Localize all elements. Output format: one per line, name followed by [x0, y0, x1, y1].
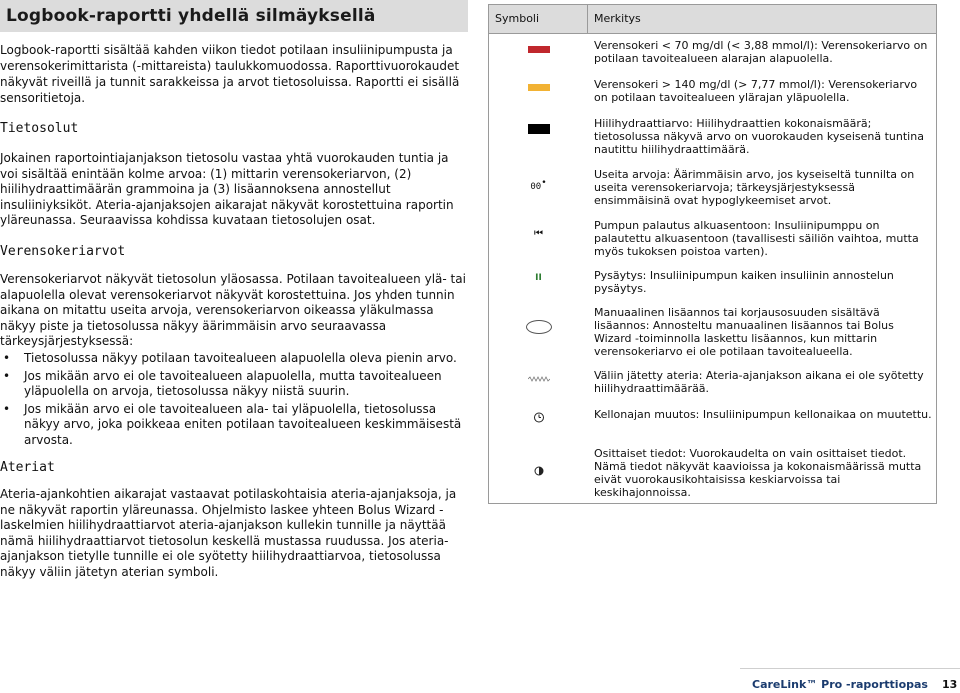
list-item: • Tietosolussa näkyy potilaan tavoitealueen alapuolella oleva pienin arvo. [0, 351, 466, 367]
table-row [489, 369, 936, 395]
red-bar-icon [528, 46, 550, 53]
row-meaning: Hiilihydraattiarvo: Hiilihydraattien kokonaismäärä; tietosolussa näkyvä arvo on vuorokauden kyseisenä tuntina nautittu hiilihydraattimäärä. [594, 117, 924, 156]
row-meaning: Verensokeri < 70 mg/dl (< 3,88 mmol/l): Verensokeriarvo on potilaan tavoitealueen alarajan alapuolella. [594, 39, 928, 65]
table-row [489, 39, 936, 65]
row-meaning: Pysäytys: Insuliinipumpun kaiken insuliinin annostelun pysäytys. [594, 269, 894, 295]
row-meaning: Useita arvoja: Äärimmäisin arvo, jos kyseiseltä tunnilta on useita verensokeriarvoja; tärkeysjärjestyksessä ensimmäisinä ovat hypoglykeemiset arvot. [594, 168, 915, 207]
half-circle-icon [534, 466, 544, 476]
heading-verensokeriarvot: Verensokeriarvot [0, 244, 126, 259]
table-row [489, 78, 936, 104]
table-row [489, 306, 936, 358]
oval-icon [526, 320, 552, 334]
row-meaning: Pumpun palautus alkuasentoon: Insuliinipumppu on palautettu alkuasentoon (tavallisesti säiliön vaihtoa, mutta myös tukoksen poistoa varten). [594, 219, 919, 258]
tietosolut-paragraph: Jokainen raportointiajanjakson tietosolu vastaa yhtä vuorokauden tuntia ja voi sisältää enintään kolme arvoa: (1) mittarin verensokeriarvon, (2) hiilihydraattimäärän grammoina ja (3) lisäannoksena annostellut insuliiniyksiköt. Ateria-ajanjaksojen aikarajat näkyvät korostettuina raportin yläreunassa. Seuraavissa kohdissa kuvataan tietosolujen osat. [0, 151, 454, 227]
dotted-value-icon: 00• [530, 178, 547, 192]
page-number: 13 [942, 678, 958, 691]
row-meaning: Osittaiset tiedot: Vuorokaudelta on vain osittaiset tiedot. Nämä tiedot näkyvät kaavioissa ja kokonaismäärissä mutta eivät vuorokausikohtaisissa keskiarvoissa tai keskihajonnoissa. [594, 447, 922, 499]
column-header-meaning: Merkitys [594, 12, 641, 25]
symbol-table [488, 4, 937, 504]
row-meaning: Manuaalinen lisäannos tai korjausosuuden sisältävä lisäannos: Annosteltu manuaalinen lisäannos tai Bolus Wizard -toiminnolla laskettu lisäannos, kun mittarin verensokeriarvo ei ole potilaan tavoitealueella. [594, 306, 894, 358]
page-title: Logbook-raportti yhdellä silmäyksellä [0, 0, 468, 32]
footer-divider [740, 668, 960, 669]
table-row [489, 219, 936, 258]
skipped-meal-icon [528, 376, 550, 382]
row-meaning: Verensokeri > 140 mg/dl (> 7,77 mmol/l): Verensokeriarvo on potilaan tavoitealueen ylärajan yläpuolella. [594, 78, 918, 104]
footer-brand: CareLink™ Pro -raporttiopas [752, 678, 928, 691]
rewind-icon: ⏮ [534, 228, 543, 239]
list-item: • Jos mikään arvo ei ole tavoitealueen ala- tai yläpuolella, tietosolussa näkyy arvo, joka poikkeaa eniten potilaan tavoitealueen keskimmäisestä arvosta. [0, 402, 466, 449]
table-row [489, 408, 936, 421]
column-header-symbol: Symboli [489, 5, 588, 33]
row-meaning: Kellonajan muutos: Insuliinipumpun kellonaikaa on muutettu. [594, 408, 932, 421]
yellow-bar-icon [528, 84, 550, 91]
heading-ateriat: Ateriat [0, 460, 55, 475]
clock-icon [533, 412, 544, 423]
table-row [489, 168, 936, 207]
table-row [489, 117, 936, 156]
table-row [489, 269, 936, 295]
list-item: • Jos mikään arvo ei ole tavoitealueen alapuolella, mutta tavoitealueen yläpuolella on arvoja, tietosolussa näkyy niistä suurin. [0, 369, 466, 400]
black-box-icon [528, 124, 550, 134]
page-footer [0, 678, 960, 693]
priority-list [0, 351, 466, 450]
intro-paragraph: Logbook-raportti sisältää kahden viikon tiedot potilaan insuliinipumpusta ja verensokerimittarista (-mittareista) taulukkomuodossa. Raporttivuorokaudet näkyvät riveillä ja tunnit sarakkeissa ja arvot tietosoluissa. Raportti ei sisällä sensoritietoja. [0, 43, 460, 105]
row-meaning: Väliin jätetty ateria: Ateria-ajanjakson aikana ei ole syötetty hiilihydraattimäärää. [594, 369, 924, 395]
verensokeriarvot-paragraph: Verensokeriarvot näkyvät tietosolun yläosassa. Potilaan tavoitealueen ylä- tai alapuolella olevat verensokeriarvot näkyvät korostettuina. Jos yhden tunnin aikana on mitattu useita arvoja, verensokeriarvon oikeassa yläkulmassa näkyy piste ja tietosolussa näkyy äärimmäisin arvo seuraavassa tärkeysjärjestyksessä: [0, 272, 466, 348]
suspend-icon: II [535, 273, 542, 283]
heading-tietosolut: Tietosolut [0, 121, 79, 136]
table-header [489, 5, 936, 34]
ateriat-paragraph: Ateria-ajankohtien aikarajat vastaavat potilaskohtaisia ateria-ajanjaksoja, ja ne näkyvät raportin yläreunassa. Ohjelmisto laskee yhteen Bolus Wizard -laskelmien hiilihydraattiarvot ateria-ajanjakson kullekin tunnille ja näyttää nämä hiilihydraattiarvot tietosolun keskellä mustassa ruudussa. Jos ateria-ajanjakson tietylle tunnille ei ole syötetty hiilihydraattiarvoa, tietosolussa näkyy väliin jätetyn aterian symboli. [0, 487, 457, 579]
left-column [0, 0, 468, 579]
table-row [489, 447, 936, 499]
